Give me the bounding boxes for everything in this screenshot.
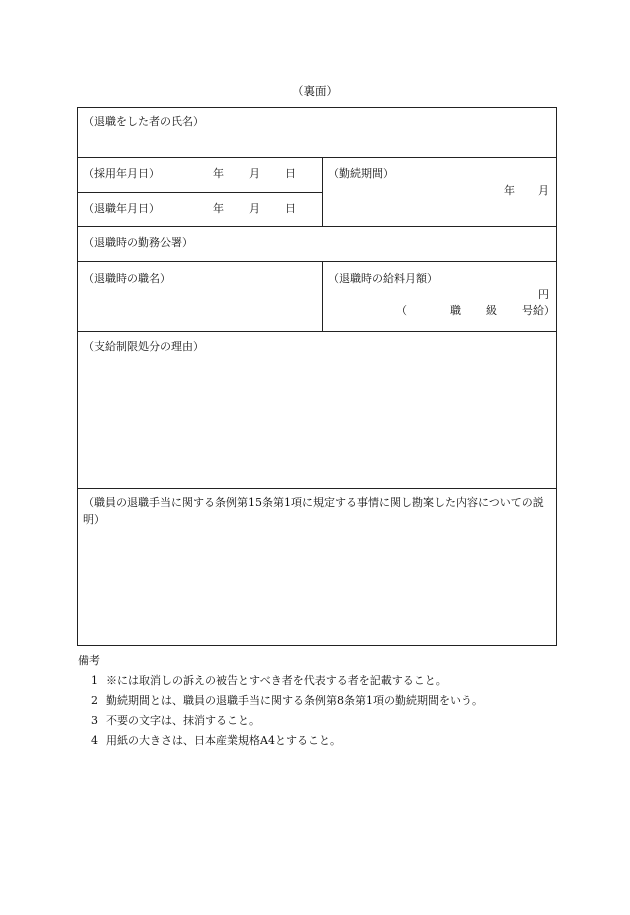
row-divider [78, 261, 556, 262]
column-divider [322, 157, 323, 226]
remark-number: 4 [91, 734, 98, 747]
row-divider [78, 488, 556, 489]
remark-text: ※には取消しの訴えの被告とすべき者を代表する者を記載すること。 [106, 674, 447, 687]
grade-gokyu-unit: 号給） [522, 304, 555, 317]
row-divider [78, 331, 556, 332]
retire-day-unit: 日 [285, 202, 296, 215]
row-divider [78, 226, 556, 227]
salary-yen-unit: 円 [538, 288, 549, 301]
remark-item [91, 734, 341, 748]
hire-date-label: （採用年月日） [83, 167, 160, 180]
remark-text: 用紙の大きさは、日本産業規格A4とすること。 [106, 734, 341, 747]
remark-number: 2 [91, 694, 98, 707]
remarks-title: 備考 [78, 654, 100, 667]
explanation-label: （職員の退職手当に関する条例第15条第1項に規定する事情に関し勘案した内容についての説明） [83, 496, 544, 526]
reason-label: （支給制限処分の理由） [83, 340, 204, 353]
remark-text: 勤続期間とは、職員の退職手当に関する条例第8条第1項の勤続期間をいう。 [106, 694, 483, 707]
position-label: （退職時の職名） [83, 272, 171, 285]
grade-kyu-unit: 級 [486, 304, 497, 317]
column-divider [322, 261, 323, 331]
remark-text: 不要の文字は、抹消すること。 [106, 714, 260, 727]
service-year-unit: 年 [504, 184, 515, 197]
row-divider [78, 192, 322, 193]
page-heading: （裏面） [292, 84, 338, 98]
grade-open-paren: （ [396, 304, 407, 317]
retire-year-unit: 年 [213, 202, 224, 215]
remark-item [91, 694, 483, 708]
service-month-unit: 月 [538, 184, 549, 197]
hire-month-unit: 月 [249, 167, 260, 180]
retire-date-label: （退職年月日） [83, 202, 160, 215]
row-divider [78, 157, 556, 158]
remark-item [91, 674, 447, 688]
hire-day-unit: 日 [285, 167, 296, 180]
name-label: （退職をした者の氏名） [83, 115, 204, 128]
office-label: （退職時の勤務公署） [83, 236, 193, 249]
retire-month-unit: 月 [249, 202, 260, 215]
remark-item [91, 714, 260, 728]
remark-number: 1 [91, 674, 98, 687]
service-period-label: （勤続期間） [328, 167, 394, 180]
grade-shoku-unit: 職 [450, 304, 461, 317]
remark-number: 3 [91, 714, 98, 727]
hire-year-unit: 年 [213, 167, 224, 180]
retirement-form [77, 107, 557, 646]
salary-label: （退職時の給料月額） [328, 272, 438, 285]
